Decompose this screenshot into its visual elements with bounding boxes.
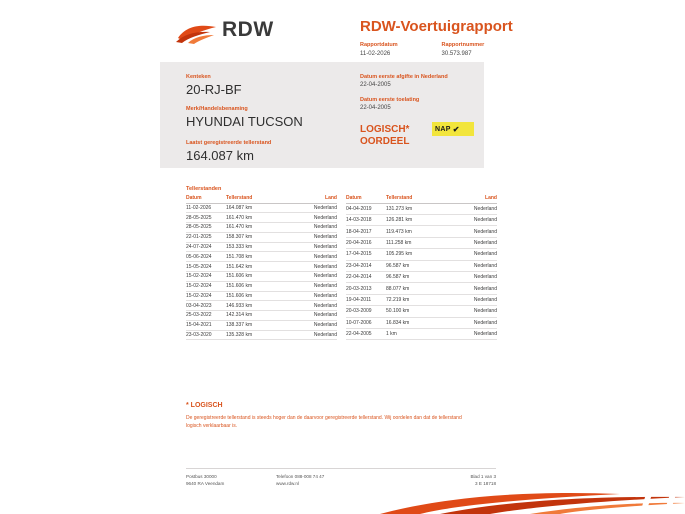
cell-country: Nederland <box>441 226 497 237</box>
cell-country: Nederland <box>281 311 337 321</box>
table-row <box>346 294 497 305</box>
report-meta <box>360 42 570 57</box>
cell-odometer: 96.587 km <box>386 260 441 271</box>
table-row <box>346 237 497 248</box>
cell-odometer: 135.328 km <box>226 330 281 340</box>
column-header-date: Datum <box>346 194 386 203</box>
cell-country: Nederland <box>281 203 337 213</box>
column-header-odometer: Tellerstand <box>226 194 281 203</box>
nap-badge <box>432 122 474 136</box>
table-row <box>186 271 337 281</box>
cell-country: Nederland <box>441 260 497 271</box>
footer-doc-code: 3 E 18718 <box>475 481 496 486</box>
table-row <box>186 232 337 242</box>
cell-odometer: 151.708 km <box>226 252 281 262</box>
cell-odometer: 1 km <box>386 328 441 339</box>
cell-country: Nederland <box>281 223 337 233</box>
table-row <box>346 271 497 282</box>
cell-odometer: 164.087 km <box>226 203 281 213</box>
cell-odometer: 131.273 km <box>386 203 441 214</box>
cell-date: 22-04-2014 <box>346 271 386 282</box>
cell-date: 04-04-2019 <box>346 203 386 214</box>
cell-odometer: 126.281 km <box>386 214 441 225</box>
cell-country: Nederland <box>281 330 337 340</box>
cell-odometer: 151.606 km <box>226 281 281 291</box>
cell-odometer: 161.470 km <box>226 213 281 223</box>
table-row <box>186 223 337 233</box>
cell-date: 22-01-2025 <box>186 232 226 242</box>
footer-address <box>186 473 224 487</box>
table-row <box>186 213 337 223</box>
cell-odometer: 105.295 km <box>386 249 441 260</box>
first-admission-label: Datum eerste toelating <box>360 97 420 103</box>
table-header-row <box>186 194 337 203</box>
cell-date: 15-02-2024 <box>186 281 226 291</box>
report-number <box>442 42 485 57</box>
footer-page-info <box>470 473 496 487</box>
cell-date: 25-03-2022 <box>186 311 226 321</box>
footnote-body: De geregistreerde tellerstand is steeds hoger dan de daarvoor geregistreerde tellerstand. Wij oordelen dan dat de tellerstand logisch verklaarbaar is. <box>186 415 462 429</box>
report-date-value: 11-02-2026 <box>360 51 391 57</box>
table-row <box>346 317 497 328</box>
cell-date: 03-04-2023 <box>186 301 226 311</box>
cell-country: Nederland <box>281 262 337 272</box>
cell-odometer: 151.606 km <box>226 271 281 281</box>
logo-text: RDW <box>222 18 274 41</box>
cell-date: 22-04-2005 <box>346 328 386 339</box>
cell-country: Nederland <box>441 214 497 225</box>
cell-date: 20-03-2013 <box>346 283 386 294</box>
cell-odometer: 72.219 km <box>386 294 441 305</box>
table-header-row <box>346 194 497 203</box>
cell-odometer: 151.642 km <box>226 262 281 272</box>
cell-country: Nederland <box>441 328 497 339</box>
cell-date: 20-04-2016 <box>346 237 386 248</box>
cell-odometer: 151.606 km <box>226 291 281 301</box>
cell-country: Nederland <box>441 203 497 214</box>
cell-country: Nederland <box>441 283 497 294</box>
table-title: Tellerstanden <box>186 186 222 192</box>
cell-odometer: 142.314 km <box>226 311 281 321</box>
column-header-date: Datum <box>186 194 226 203</box>
check-icon: ✔ <box>452 124 460 134</box>
odometer-value: 164.087 km <box>186 148 254 163</box>
footer-website[interactable]: www.rdw.nl <box>276 481 299 486</box>
document-header <box>160 10 520 58</box>
first-admission-value: 22-04-2005 <box>360 105 391 111</box>
cell-date: 11-02-2026 <box>186 203 226 213</box>
cell-date: 15-02-2024 <box>186 271 226 281</box>
cell-odometer: 119.473 km <box>386 226 441 237</box>
odometer-table-left <box>186 194 337 340</box>
table-row <box>186 291 337 301</box>
table-row <box>346 226 497 237</box>
cell-date: 19-04-2011 <box>346 294 386 305</box>
cell-date: 28-05-2025 <box>186 213 226 223</box>
merk-label: Merk/Handelsbenaming <box>186 106 248 112</box>
rdw-swoosh-icon <box>176 22 218 44</box>
report-date <box>360 42 440 57</box>
cell-date: 20-03-2009 <box>346 306 386 317</box>
verdict-line-1: LOGISCH* <box>360 124 410 135</box>
cell-odometer: 153.333 km <box>226 242 281 252</box>
cell-date: 15-04-2021 <box>186 320 226 330</box>
kenteken-value: 20-RJ-BF <box>186 82 242 97</box>
table-row <box>346 260 497 271</box>
rdw-logo <box>160 16 274 50</box>
cell-date: 24-07-2024 <box>186 242 226 252</box>
table-row <box>346 214 497 225</box>
footer-page-number: Blad 1 van 3 <box>470 474 496 479</box>
table-row <box>186 252 337 262</box>
first-issue-value: 22-04-2005 <box>360 82 391 88</box>
cell-odometer: 111.258 km <box>386 237 441 248</box>
page-title: RDW-Voertuigrapport <box>360 18 513 35</box>
cell-country: Nederland <box>441 294 497 305</box>
vehicle-identity <box>186 74 356 138</box>
cell-country: Nederland <box>281 213 337 223</box>
odometer-table-right <box>346 194 497 340</box>
cell-country: Nederland <box>441 306 497 317</box>
kenteken-label: Kenteken <box>186 74 211 80</box>
table-row <box>186 203 337 213</box>
report-date-label: Rapportdatum <box>360 42 398 48</box>
cell-country: Nederland <box>281 320 337 330</box>
cell-odometer: 88.077 km <box>386 283 441 294</box>
cell-date: 28-05-2025 <box>186 223 226 233</box>
column-header-country: Land <box>281 194 337 203</box>
table-row <box>346 249 497 260</box>
table-row <box>186 281 337 291</box>
cell-date: 10-07-2006 <box>346 317 386 328</box>
cell-date: 23-04-2014 <box>346 260 386 271</box>
cell-country: Nederland <box>441 237 497 248</box>
table-row <box>346 283 497 294</box>
table-row <box>186 330 337 340</box>
cell-country: Nederland <box>281 271 337 281</box>
cell-country: Nederland <box>281 232 337 242</box>
merk-value: HYUNDAI TUCSON <box>186 114 303 129</box>
cell-odometer: 138.337 km <box>226 320 281 330</box>
cell-country: Nederland <box>441 249 497 260</box>
verdict-line-2: OORDEEL <box>360 136 410 147</box>
cell-odometer: 146.933 km <box>226 301 281 311</box>
first-issue-label: Datum eerste afgifte in Nederland <box>360 74 448 80</box>
odometer-label: Laatst geregistreerde tellerstand <box>186 140 272 146</box>
cell-date: 15-05-2024 <box>186 262 226 272</box>
cell-country: Nederland <box>281 291 337 301</box>
footer-address-line-2: 9640 RA Veendam <box>186 481 225 486</box>
footnote-section <box>186 402 466 430</box>
footer-contact <box>276 473 324 487</box>
table-row <box>186 311 337 321</box>
cell-odometer: 16.834 km <box>386 317 441 328</box>
table-row <box>346 328 497 339</box>
cell-country: Nederland <box>281 242 337 252</box>
cell-odometer: 158.307 km <box>226 232 281 242</box>
footer-phone: Telefoon 088-008 74 47 <box>276 474 325 479</box>
cell-date: 17-04-2015 <box>346 249 386 260</box>
report-number-value: 30.573.987 <box>441 51 472 57</box>
cell-country: Nederland <box>281 301 337 311</box>
report-number-label: Rapportnummer <box>441 42 485 48</box>
cell-date: 14-03-2018 <box>346 214 386 225</box>
cell-date: 05-06-2024 <box>186 252 226 262</box>
cell-country: Nederland <box>441 271 497 282</box>
table-row <box>346 306 497 317</box>
cell-country: Nederland <box>281 252 337 262</box>
cell-country: Nederland <box>281 281 337 291</box>
table-row <box>186 320 337 330</box>
column-header-country: Land <box>441 194 497 203</box>
cell-odometer: 161.470 km <box>226 223 281 233</box>
cell-odometer: 50.100 km <box>386 306 441 317</box>
table-row <box>346 203 497 214</box>
column-header-odometer: Tellerstand <box>386 194 441 203</box>
table-row <box>186 242 337 252</box>
table-row <box>186 301 337 311</box>
cell-date: 23-03-2020 <box>186 330 226 340</box>
footer-address-line-1: Postbus 30000 <box>186 474 217 479</box>
verdict-text <box>360 124 409 148</box>
cell-date: 18-04-2017 <box>346 226 386 237</box>
cell-odometer: 96.587 km <box>386 271 441 282</box>
table-row <box>186 262 337 272</box>
cell-country: Nederland <box>441 317 497 328</box>
nap-label: NAP <box>435 125 451 133</box>
registration-dates <box>360 74 480 120</box>
vehicle-info-block <box>160 62 484 168</box>
cell-date: 15-02-2024 <box>186 291 226 301</box>
odometer-history-section <box>186 186 496 340</box>
footnote-title: * LOGISCH <box>186 402 223 409</box>
footer-swoosh-icon <box>380 488 685 514</box>
